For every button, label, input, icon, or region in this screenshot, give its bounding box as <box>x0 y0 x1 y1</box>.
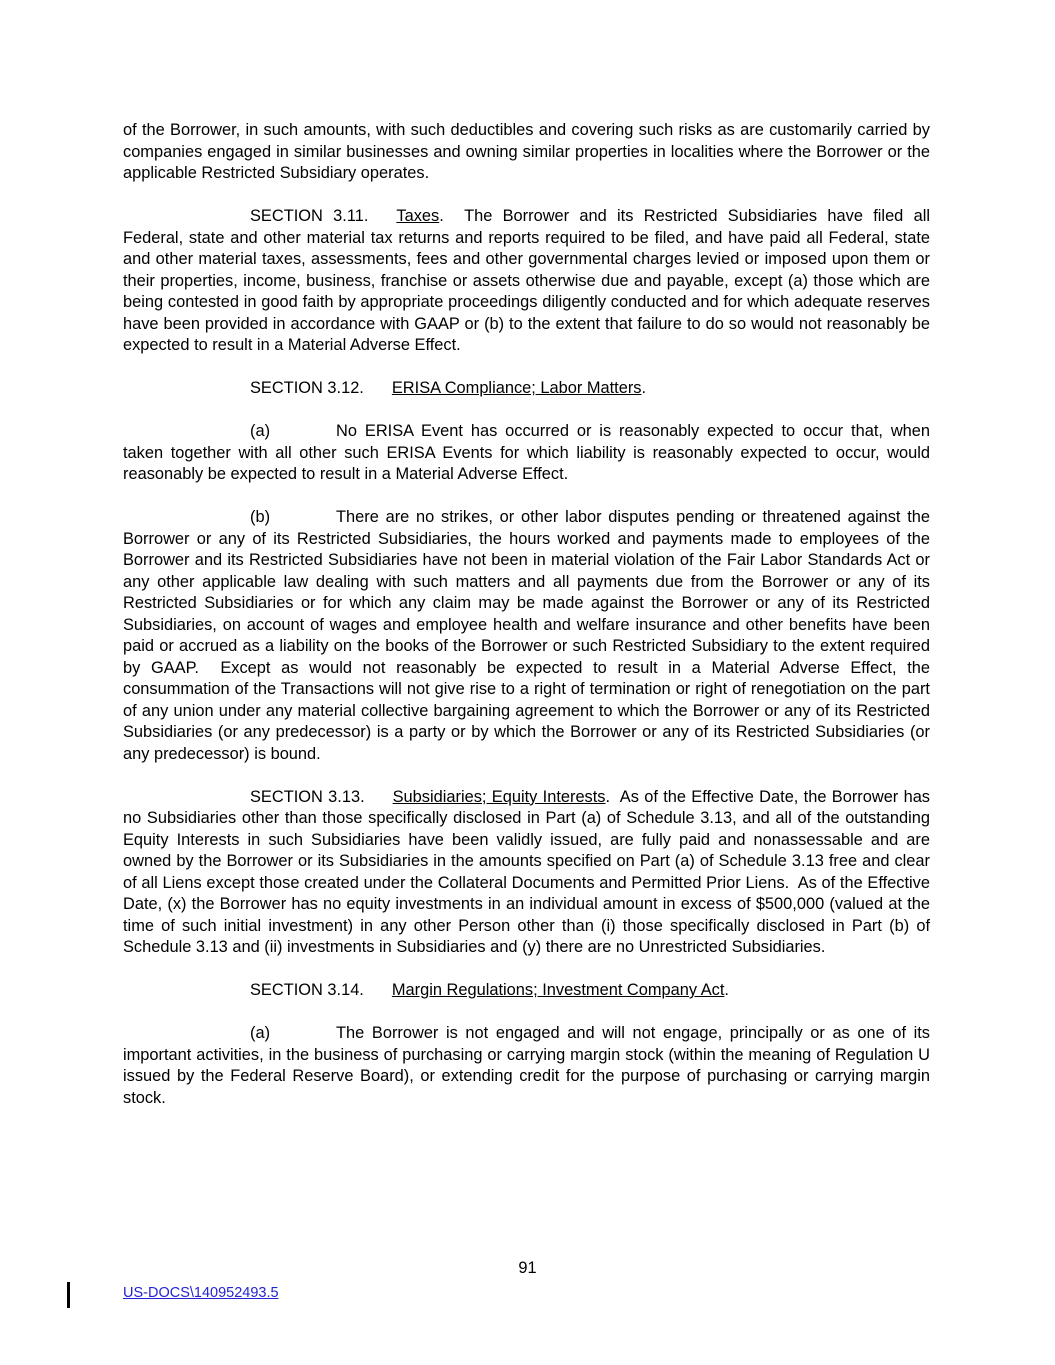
lettered-paragraph: (a) The Borrower is not engaged and will not engage, principally or as one of its important activities, in the business of purchasing or carrying margin stock (within the meaning of Regulation U issued by the Federal Reserve Board), or extending credit for the purpose of purchasing or carrying margin stock. <box>123 1024 935 1107</box>
section-label: SECTION 3.11. <box>250 207 369 225</box>
section-title: ERISA Compliance; Labor Matters <box>391 379 642 397</box>
change-bar-marker <box>67 1282 70 1308</box>
lettered-paragraph: (b) There are no strikes, or other labor disputes pending or threatened against the Borrower or any of its Restricted Subsidiaries, the hours worked and payments made to employees of the Borrower and its Restricted Subsidiaries have not been in material violation of the Fair Labor Standards Act or any other applicable law dealing with such matters and all payments due from the Borrower or any of its Restricted Subsidiaries or for which any claim may be made against the Borrower or any of its Restricted Subsidiaries, on account of wages and employee health and welfare insurance and other benefits have been paid or accrued as a liability on the books of the Borrower or such Restricted Subsidiary to the extent required by GAAP. Except as would not reasonably be expected to result in a Material Adverse Effect, the consummation of the Transactions will not give rise to a right of termination or right of renegotiation on the part of any union under any material collective bargaining agreement to which the Borrower or any of its Restricted Subsidiaries (or any predecessor) is a party or by which the Borrower or any of its Restricted Subsidiaries (or any predecessor) is bound. <box>123 508 935 763</box>
section-label: SECTION 3.13. <box>250 787 365 806</box>
section-title: Taxes <box>396 207 440 225</box>
footer-doc-id: US-DOCS\140952493.5 <box>123 1285 279 1301</box>
section-label: SECTION 3.12. <box>250 379 364 397</box>
section-paragraph: SECTION 3.13. Subsidiaries; Equity Interests. As of the Effective Date, the Borrower has no Subsidiaries other than those specifically disclosed in Part (a) of Schedule 3.13, and all of the outstanding Equity Interests in such Subsidiaries have been validly issued, are fully paid and nonassessable and are owned by the Borrower or its Subsidiaries in the amounts specified on Part (a) of Schedule 3.13 free and clear of all Liens except those created under the Collateral Documents and Permitted Prior Liens. As of the Effective Date, (x) the Borrower has no equity investments in an individual amount in excess of $500,000 (valued at the time of such initial investment) in any other Person other than (i) those specifically disclosed in Part (b) of Schedule 3.13 and (ii) investments in Subsidiaries and (y) there are no Unrestricted Subsidiaries. <box>123 787 935 956</box>
list-item-label: (a) <box>250 422 271 440</box>
document-body <box>123 120 935 1131</box>
lettered-paragraph: (a) No ERISA Event has occurred or is reasonably expected to occur that, when taken together with all other such ERISA Events for which liability is reasonably expected to occur, would reasonably be expected to result in a Material Adverse Effect. <box>123 422 935 483</box>
list-item-label: (b) <box>250 508 271 526</box>
list-item-label: (a) <box>250 1024 271 1042</box>
body-paragraph: of the Borrower, in such amounts, with such deductibles and covering such risks as are customarily carried by companies engaged in similar businesses and owning similar properties in localities where the Borrower or the applicable Restricted Subsidiary operates. <box>123 121 935 182</box>
section-paragraph: SECTION 3.12. ERISA Compliance; Labor Matters. <box>250 379 647 397</box>
section-title: Subsidiaries; Equity Interests <box>392 787 606 806</box>
section-title: Margin Regulations; Investment Company Act <box>391 981 725 999</box>
section-paragraph: SECTION 3.14. Margin Regulations; Investment Company Act. <box>250 981 729 999</box>
section-label: SECTION 3.14. <box>250 981 364 999</box>
page-number: 91 <box>518 1259 537 1277</box>
section-paragraph: SECTION 3.11. Taxes. The Borrower and its Restricted Subsidiaries have filed all Federal, state and other material tax returns and reports required to be filed, and have paid all Federal, state and other material taxes, assessments, fees and other governmental charges levied or imposed upon them or their properties, income, business, franchise or assets otherwise due and payable, except (a) those which are being contested in good faith by appropriate proceedings diligently conducted and for which adequate reserves have been provided in accordance with GAAP or (b) to the extent that failure to do so would not reasonably be expected to result in a Material Adverse Effect. <box>123 207 935 354</box>
